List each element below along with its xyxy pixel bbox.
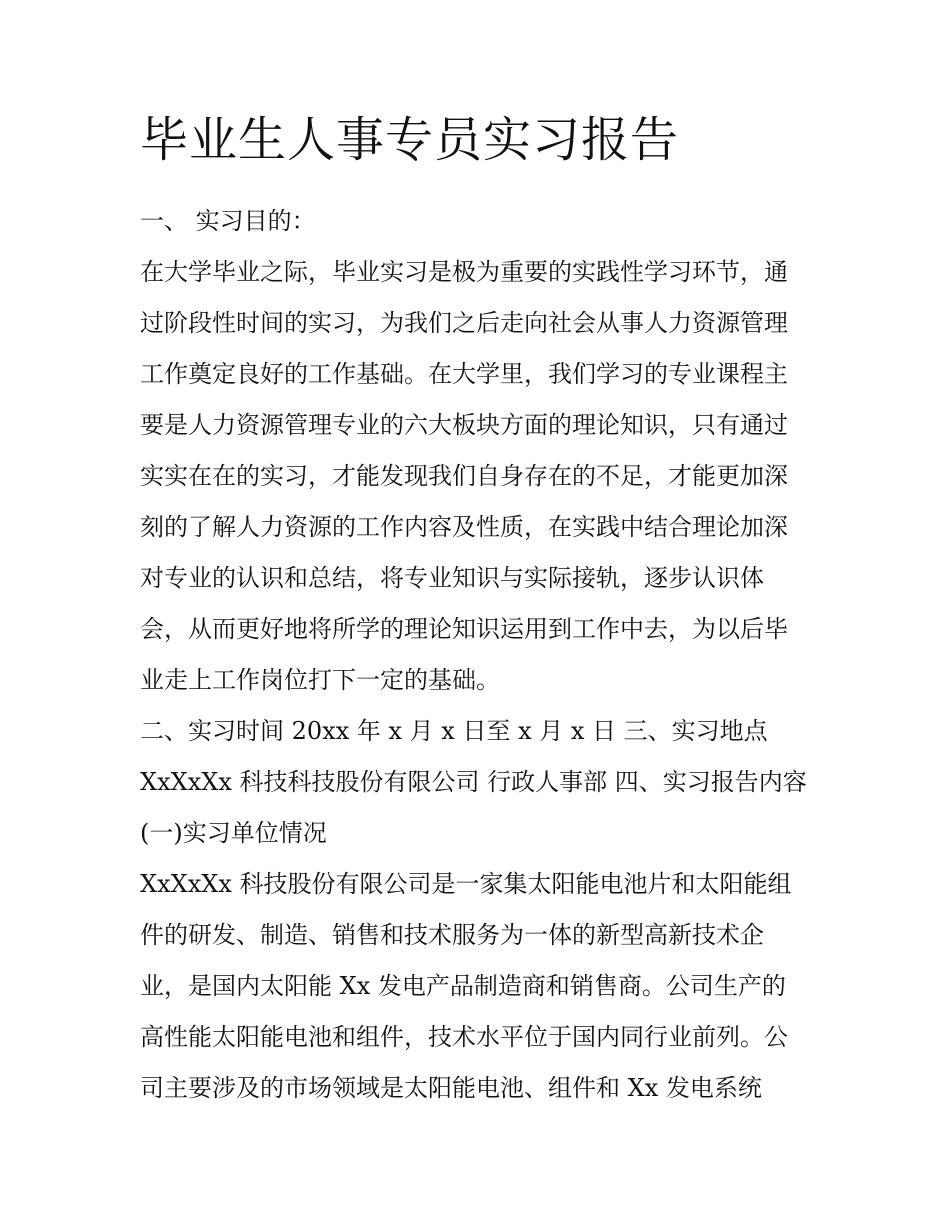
paragraph-line: 要是人力资源管理专业的六大板块方面的理论知识，只有通过 bbox=[140, 411, 788, 439]
paragraph-line: 件的研发、制造、销售和技术服务为一体的新型高新技术企 bbox=[140, 921, 764, 949]
paragraph-line: 高性能太阳能电池和组件，技术水平位于国内同行业前列。公 bbox=[140, 1023, 788, 1051]
paragraph-line: 过阶段性时间的实习，为我们之后走向社会从事人力资源管理 bbox=[140, 309, 788, 337]
section-heading-time-location: 二、实习时间 20xx 年 x 月 x 日至 x 月 x 日 三、实习地点 bbox=[140, 717, 768, 745]
section-heading-purpose: 一、 实习目的： bbox=[140, 207, 316, 235]
paragraph-line: 对专业的认识和总结，将专业知识与实际接轨，逐步认识体 bbox=[140, 564, 764, 592]
subsection-heading: (一)实习单位情况 bbox=[140, 819, 327, 847]
paragraph-line: 工作奠定良好的工作基础。在大学里，我们学习的专业课程主 bbox=[140, 360, 788, 388]
paragraph-line: 业，是国内太阳能 Xx 发电产品制造商和销售商。公司生产的 bbox=[140, 972, 786, 1000]
paragraph-line: 业走上工作岗位打下一定的基础。 bbox=[140, 666, 500, 694]
paragraph-line: 司主要涉及的市场领域是太阳能电池、组件和 Xx 发电系统 bbox=[140, 1074, 762, 1102]
section-heading-company: XxXxXx 科技科技股份有限公司 行政人事部 四、实习报告内容 bbox=[140, 768, 807, 796]
document-title: 毕业生人事专员实习报告 bbox=[140, 112, 680, 168]
paragraph-line: 刻的了解人力资源的工作内容及性质，在实践中结合理论加深 bbox=[140, 513, 788, 541]
paragraph-line: 实实在在的实习，才能发现我们自身存在的不足，才能更加深 bbox=[140, 462, 788, 490]
paragraph-line: XxXxXx 科技股份有限公司是一家集太阳能电池片和太阳能组 bbox=[140, 870, 792, 898]
paragraph-line: 会，从而更好地将所学的理论知识运用到工作中去，为以后毕 bbox=[140, 615, 788, 643]
paragraph-line: 在大学毕业之际，毕业实习是极为重要的实践性学习环节，通 bbox=[140, 258, 788, 286]
